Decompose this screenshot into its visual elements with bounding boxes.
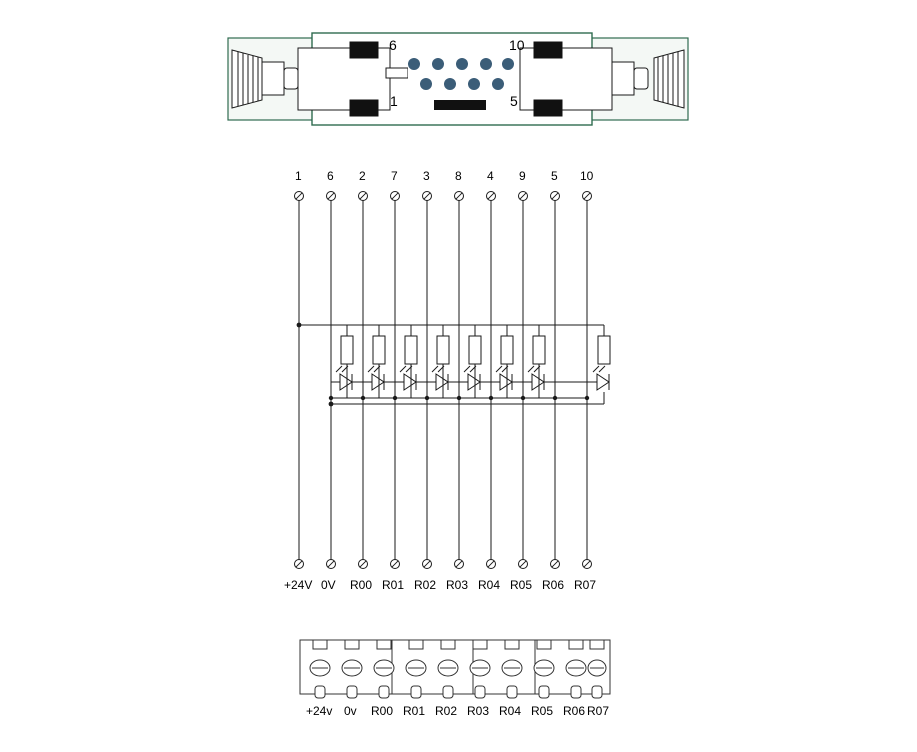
schematic-signal-r05: R05 bbox=[510, 578, 533, 592]
schematic-signal-r02: R02 bbox=[414, 578, 437, 592]
connector-pin-label-5: 5 bbox=[510, 93, 518, 109]
schematic-top-pin-10: 10 bbox=[580, 169, 594, 183]
terminal-label-0v: 0v bbox=[344, 704, 357, 718]
terminal-label-r06: R06 bbox=[563, 704, 586, 718]
terminal-label-r02: R02 bbox=[435, 704, 458, 718]
schematic-signal-24v: +24V bbox=[284, 578, 313, 592]
schematic-top-pin-6: 6 bbox=[327, 169, 334, 183]
schematic-top-pin-2: 2 bbox=[359, 169, 366, 183]
connector-pin-label-1: 1 bbox=[390, 93, 398, 109]
terminal-label-r05: R05 bbox=[531, 704, 554, 718]
terminal-label-r04: R04 bbox=[499, 704, 522, 718]
schematic-signal-r04: R04 bbox=[478, 578, 501, 592]
schematic-signal-r03: R03 bbox=[446, 578, 469, 592]
terminal-label-r01: R01 bbox=[403, 704, 426, 718]
schematic-top-pin-3: 3 bbox=[423, 169, 430, 183]
schematic-signal-0v: 0V bbox=[321, 578, 336, 592]
schematic-top-pin-7: 7 bbox=[391, 169, 398, 183]
connector-pin-label-10: 10 bbox=[509, 37, 525, 53]
connector-pin-label-6: 6 bbox=[389, 37, 397, 53]
terminal-label-24v: +24v bbox=[306, 704, 333, 718]
schematic-top-pin-8: 8 bbox=[455, 169, 462, 183]
schematic-top-pin-4: 4 bbox=[487, 169, 494, 183]
schematic-signal-r00: R00 bbox=[350, 578, 373, 592]
schematic-top-pin-5: 5 bbox=[551, 169, 558, 183]
schematic-signal-r07: R07 bbox=[574, 578, 597, 592]
terminal-label-r07: R07 bbox=[587, 704, 610, 718]
terminal-label-r00: R00 bbox=[371, 704, 394, 718]
schematic-top-pin-9: 9 bbox=[519, 169, 526, 183]
terminal-label-r03: R03 bbox=[467, 704, 490, 718]
schematic-top-pin-1: 1 bbox=[295, 169, 302, 183]
schematic-signal-r06: R06 bbox=[542, 578, 565, 592]
schematic-signal-r01: R01 bbox=[382, 578, 405, 592]
